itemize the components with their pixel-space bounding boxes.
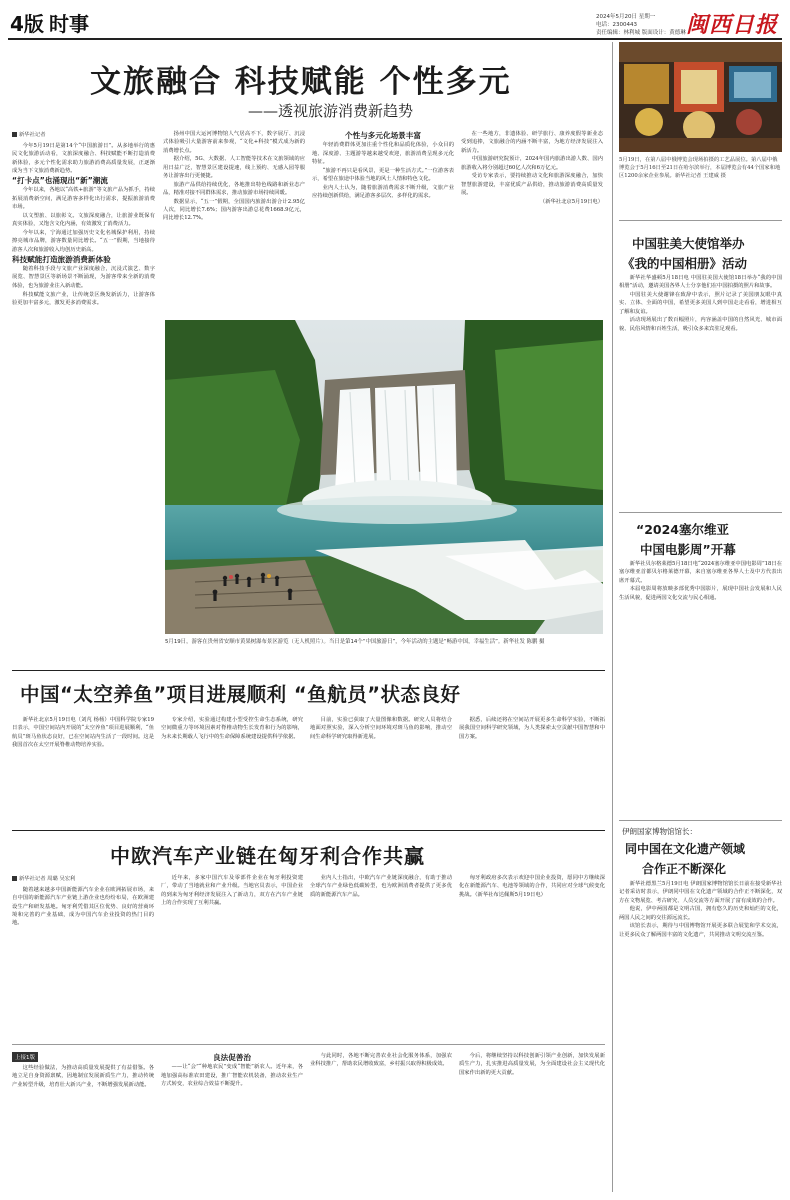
lead-paragraph: 业内人士认为，随着旅游消费需求不断升级，文旅产业应持续创新供给，满足游客多层次、多样化的需求。 bbox=[312, 184, 454, 200]
crafts-photo-caption: 5月19日，在第八届中俄博览会现场拍摄的工艺品展位。第八届中俄博览会于5月16日至21日在哈尔滨举行，本届博览会有44个国家和地区1200余家企业参展。新华社记者 王建威 摄 bbox=[619, 157, 781, 179]
embassy-paragraph: 新华社华盛顿5月18日电 中国驻美国大使馆18日举办“我的中国相册”活动，邀请美国各界人士分享他们在中国拍摄的照片和故事。 bbox=[619, 275, 782, 290]
lead-paragraph: 今年以来，宁海通过加强历史文化名城保护利用，持续擦亮城市品牌，游客数量同比增长。“五一”假期，当地接待游客人次和旅游收入均创历史新高。 bbox=[12, 229, 155, 253]
lead-column-2 bbox=[163, 130, 305, 315]
waterfall-illustration bbox=[165, 320, 603, 634]
date-line: 2024年5月20日 星期一 bbox=[596, 14, 656, 20]
byline-mark-icon bbox=[12, 132, 17, 137]
lead-subhead-2: 科技赋能打造旅游消费新体验 bbox=[12, 254, 111, 264]
crafts-photo bbox=[619, 42, 782, 152]
right-divider-2 bbox=[619, 512, 782, 513]
iran-paragraph: 该馆长表示，期待与中国博物馆开展更多联合展览和学术交流，让更多民众了解两国丰富的文化遗产，共同推动文明交流互鉴。 bbox=[619, 923, 782, 938]
lead-subhead-3: 个性与多元化场景丰富 bbox=[345, 131, 421, 140]
newspaper-logo: 闽西日报 bbox=[686, 12, 779, 38]
story2-top-rule bbox=[12, 670, 605, 671]
film-week-paragraph: 本届电影周将放映多部优秀中国影片，展现中国社会发展和人民生活风貌，促进两国文化交流与民心相通。 bbox=[619, 586, 782, 601]
embassy-paragraph: 活动现场展出了数百幅照片，内容涵盖中国的自然风光、城市面貌、民俗风情和百姓生活，吸引众多来宾驻足观看。 bbox=[619, 317, 782, 332]
film-week-paragraph: 新华社贝尔格莱德5月18日电“2024塞尔维亚中国电影周”18日在塞尔维亚首都贝尔格莱德开幕，来自塞尔维亚各界人士及中方代表出席开幕式。 bbox=[619, 561, 782, 584]
space-fish-column-2: 专家介绍，实验通过构建小型受控生命生态系统，研究空间微重力等环境因素对脊椎动物生长发育和行为的影响，为未来长期载人飞行中的生命保障系统建设提供科学依据。 bbox=[161, 717, 303, 740]
iran-story-body bbox=[619, 880, 782, 1192]
film-week-story-body bbox=[619, 560, 782, 810]
continued-tag: 上接1版 bbox=[12, 1052, 38, 1062]
auto-industry-column-3: 业内人士指出，中欧汽车产业链深度融合，有助于推动全球汽车产业绿色低碳转型，也为欧洲消费者提供了更多优质的新能源汽车产品。 bbox=[310, 875, 452, 898]
lead-paragraph: 年轻消费群体更加注重个性化和品质化体验，小众目的地、深度游、主题游等越来越受欢迎，旅游消费呈现多元化特征。 bbox=[312, 142, 454, 165]
lead-column-4 bbox=[461, 130, 603, 315]
space-fish-column-4: 据悉，后续还将在空间站开展更多生命科学实验，不断拓展我国空间科学研究领域，为人类探索太空贡献中国智慧和中国方案。 bbox=[459, 717, 605, 740]
iran-paragraph: 他说，伊中两国都是文明古国，拥有悠久的历史和灿烂的文化，两国人民之间的交往源远流长。 bbox=[619, 906, 782, 921]
lead-column-1 bbox=[12, 142, 155, 652]
page-number-label bbox=[10, 8, 89, 37]
lead-headline: 文旅融合 科技赋能 个性多元 bbox=[90, 64, 512, 100]
story4-top-rule bbox=[12, 1044, 605, 1045]
lead-column-3 bbox=[312, 130, 454, 315]
continued-column-2 bbox=[161, 1052, 303, 1194]
lead-paragraph: 随着科技手段与文旅产业深度融合，沉浸式演艺、数字展览、智慧景区等新场景不断涌现，为游客带来全新的消费体验，也为旅游业注入新动能。 bbox=[12, 266, 155, 289]
byline-mark-icon bbox=[12, 876, 17, 881]
masthead bbox=[0, 0, 790, 40]
lead-paragraph: 在一些地方，非遗体验、研学旅行、康养度假等新业态受到追捧，文旅融合的内涵不断丰富，为地方经济发展注入新活力。 bbox=[461, 131, 603, 154]
space-fish-headline: 中国“太空养鱼”项目进展顺利 “鱼航员”状态良好 bbox=[20, 683, 461, 706]
waterfall-photo bbox=[165, 320, 603, 634]
auto-industry-column-2: 近年来，多家中国汽车及零部件企业在匈牙利投资建厂，带动了当地就业和产业升级。当地官员表示，中国企业的到来为匈牙利经济发展注入了新动力，双方在汽车产业链上的合作实现了互利共赢。 bbox=[161, 875, 303, 906]
lead-paragraph: 受访专家表示，要持续推动文化和旅游深度融合，加快智慧旅游建设，丰富优质产品供给，推动旅游消费高质量发展。 bbox=[461, 173, 603, 197]
waterfall-photo-caption: 5月19日，游客在贵州省安顺市黄果树瀑布景区游览（无人机照片）。当日是第14个“中国旅游日”，今年活动的主题是“畅游中国，幸福生活”。新华社发 陈鹏 摄 bbox=[165, 639, 545, 645]
lead-paragraph: （新华社北京5月19日电） bbox=[539, 198, 603, 205]
lead-paragraph: 今年5月19日是第14个“中国旅游日”。从多地举行的惠民文化旅游活动看，文旅深度融合、科技赋能不断打造消费新体验，多元个性化需求助力旅游消费高质量发展，正逐渐成为当下文旅消费新趋势。 bbox=[12, 143, 155, 174]
section-name: 时事 bbox=[49, 12, 90, 36]
lead-subheadline: ——透视旅游消费新趋势 bbox=[248, 102, 414, 120]
continued-column-1: 这些经验做法，为推动高质量发展提供了有益借鉴。各地立足自身资源禀赋，因地制宜发展新质生产力，推动传统产业转型升级，培育壮大新兴产业，不断增强发展新动能。 bbox=[12, 1065, 154, 1088]
space-fish-column-3: 目前，实验已获取了大量图像和数据。研究人员将结合地面对照实验，深入分析空间环境对斑马鱼的影响，推动空间生命科学研究取得新进展。 bbox=[310, 717, 452, 740]
lead-paragraph: 旅游产品供给持续优化，各地推出特色线路和新业态产品，精准对接不同群体需求，推动旅游市场持续回暖。 bbox=[163, 181, 305, 197]
masthead-rule bbox=[8, 38, 782, 40]
embassy-paragraph: 中国驻美大使谢锋在致辞中表示，照片记录了美国朋友眼中真实、立体、全面的中国，希望更多美国人到中国走走看看，增进相互了解和友谊。 bbox=[619, 292, 782, 315]
right-divider-1 bbox=[619, 220, 782, 221]
iran-headline-1: 同中国在文化遗产领域 bbox=[625, 842, 746, 856]
continued-paragraph: ——让“会”“种地农民”变成“智能”新农人。近年来，各地加强高标准农田建设，推广智能农机装备，推动农业生产方式转变，农业综合效益不断提升。 bbox=[161, 1064, 303, 1087]
auto-industry-column-4: 匈牙利政府多次表示欢迎中国企业投资，愿同中方继续深化在新能源汽车、电池等领域的合作，共同应对全球气候变化挑战。（新华社布达佩斯5月19日电） bbox=[459, 875, 605, 898]
auto-industry-byline-text: 新华社记者 周璐 吴宏利 bbox=[19, 876, 76, 882]
embassy-headline-1: 中国驻美大使馆举办 bbox=[632, 236, 745, 251]
iran-paragraph: 新华社德黑兰5月19日电 伊朗国家博物馆馆长日前在接受新华社记者采访时表示，伊朗同中国在文化遗产领域的合作正不断深化，双方在文物展览、考古研究、人员交流等方面开展了富有成效的合作。 bbox=[619, 881, 782, 904]
story3-top-rule bbox=[12, 830, 605, 831]
crafts-illustration bbox=[619, 42, 782, 152]
continued-column-4: 今后，将继续坚持以科技创新引领产业创新，加快发展新质生产力，扎实推进高质量发展，为全面建设社会主义现代化国家作出新的更大贡献。 bbox=[459, 1053, 605, 1076]
iran-kicker: 伊朗国家博物馆馆长： bbox=[622, 827, 697, 836]
continued-subhead: 良法促善治 bbox=[213, 1053, 251, 1062]
lead-paragraph: 科技赋能文旅产业，让传统景区焕发新活力，让游客体验更加丰富多元，激发更多消费需求。 bbox=[12, 291, 155, 306]
lead-subhead-1: “打卡点”也涌现出“新”潮流 bbox=[12, 176, 108, 186]
auto-industry-column-1: 随着越来越多中国新能源汽车企业在欧洲拓展市场，来自中国的新能源汽车产业链上游企业也纷纷布局，在欧洲建设生产和研发基地。匈牙利凭借其区位优势、良好的营商环境和完善的产业基础，成为中国汽车企业投资的热门目的地。 bbox=[12, 887, 154, 927]
auto-industry-headline: 中欧汽车产业链在匈牙利合作共赢 bbox=[110, 844, 425, 868]
film-week-headline-1: “2024塞尔维亚 bbox=[636, 522, 730, 537]
iran-headline-2: 合作正不断深化 bbox=[642, 862, 727, 876]
embassy-headline-2: 《我的中国相册》活动 bbox=[622, 256, 748, 271]
right-divider-3 bbox=[619, 820, 782, 821]
lead-paragraph: 今年以来，各地以“高铁+旅游”等文旅产品为抓手，持续拓展消费新空间，满足游客多样化出行需求，提振旅游消费市场。 bbox=[12, 187, 155, 211]
lead-paragraph: “旅游不再只是看风景，更是一种生活方式。”一位游客表示，希望在旅途中体验当地的风土人情和特色文化。 bbox=[312, 167, 454, 182]
right-column-divider bbox=[612, 42, 613, 1192]
editor-credit: 责任编辑：林利城 版面设计：黄德琳 bbox=[596, 30, 686, 36]
lead-byline bbox=[12, 130, 46, 138]
lead-paragraph: 中国旅游研究院预计，2024年国内旅游出游人数、国内旅游收入将分别超过60亿人次和6万亿元。 bbox=[461, 156, 603, 171]
film-week-headline-2: 中国电影周”开幕 bbox=[640, 542, 736, 557]
lead-paragraph: 据介绍，5G、大数据、人工智能等技术在文旅领域的应用日益广泛，智慧景区建设提速，线上预约、无感入园等服务让游客出行更便捷。 bbox=[163, 156, 305, 179]
lead-paragraph: 数据显示，“五一”假期，全国国内旅游出游合计2.95亿人次，同比增长7.6%；国内游客出游总花费1668.9亿元，同比增长12.7%。 bbox=[163, 198, 305, 222]
space-fish-column-1: 新华社北京5月19日电（刘芃 杨杨）中国科学院专家19日表示，中国空间站内开展的“太空养鱼”项目进展顺利，“鱼航员”斑马鱼状态良好，已在空间站内生活了一段时间。这是我国首次在太空开展脊椎动物培养实验。 bbox=[12, 717, 154, 748]
page-label: 4版 bbox=[10, 12, 44, 36]
phone-line: 电话：2300443 bbox=[596, 22, 637, 28]
continued-column-3: 与此同时，各地不断完善农业社会化服务体系，加强农业科技推广，帮助农民增收致富，乡村振兴取得积极成效。 bbox=[310, 1053, 452, 1068]
auto-industry-byline bbox=[12, 874, 75, 882]
lead-paragraph: 扬州中国大运河博物馆人气居高不下，数字展厅、沉浸式体验吸引大量游客前来参观，“文化+科技”模式成为新的消费增长点。 bbox=[163, 131, 305, 154]
lead-byline-text: 新华社记者 bbox=[19, 132, 46, 138]
embassy-story-body bbox=[619, 274, 782, 506]
lead-paragraph: 以文塑旅、以旅彰文。文旅深度融合，让旅游业既保有真实体验，又饱含文化内涵，有效激发了消费活力。 bbox=[12, 212, 155, 228]
